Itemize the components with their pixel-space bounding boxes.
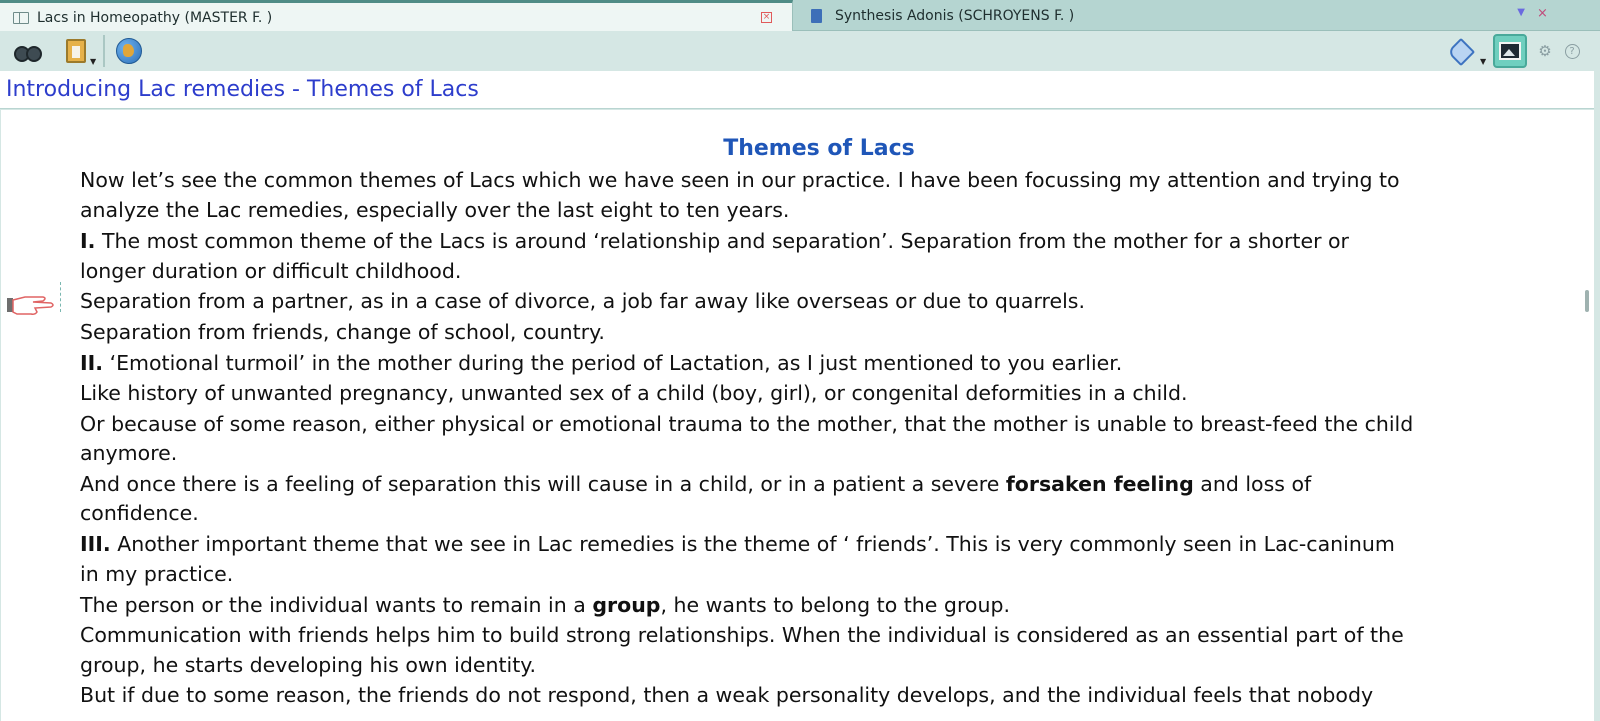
help-icon: ? <box>1565 44 1580 59</box>
web-button[interactable] <box>114 35 144 67</box>
book-icon <box>13 12 29 24</box>
toolbar-separator <box>103 35 105 67</box>
dropdown-arrow-icon[interactable]: ▼ <box>90 57 97 66</box>
text-line: in my practice. <box>80 562 234 586</box>
close-icon[interactable]: × <box>1537 6 1548 21</box>
text-line: confidence. <box>80 501 199 525</box>
page-title: Introducing Lac remedies - Themes of Lacs <box>6 77 479 102</box>
tab-lacs-in-homeopathy[interactable] <box>0 0 793 32</box>
emphasis: group <box>592 593 661 617</box>
text-line: Now let’s see the common themes of Lacs which we have seen in our practice. I have been focussing my attention and trying to <box>80 168 1400 192</box>
text-line: Separation from a partner, as in a case of divorce, a job far away like overseas or due to quarrels. <box>80 289 1085 313</box>
image-icon <box>1499 42 1521 60</box>
toolbar <box>0 31 1600 71</box>
emphasis: forsaken feeling <box>1005 472 1194 496</box>
section-number: III. <box>80 532 111 556</box>
section-number: I. <box>80 229 96 253</box>
help-button[interactable] <box>1563 35 1581 67</box>
text-line: longer duration or difficult childhood. <box>80 259 462 283</box>
tab-bar <box>0 0 1600 31</box>
globe-icon <box>116 38 142 64</box>
scrollbar-thumb[interactable] <box>1585 290 1589 312</box>
text-line: Or because of some reason, either physical or emotional trauma to the mother, that the mother is unable to breast-feed the child <box>80 412 1414 436</box>
text-line: The person or the individual wants to remain in a group, he wants to belong to the group. <box>80 593 1010 617</box>
text-line: And once there is a feeling of separation this will cause in a child, or in a patient a severe forsaken feeling and loss of <box>80 472 1312 496</box>
clipboard-icon <box>66 39 86 63</box>
clipboard-button[interactable] <box>56 35 96 67</box>
tab-synthesis-adonis[interactable] <box>795 0 1555 31</box>
text-line: analyze the Lac remedies, especially over the last eight to ten years. <box>80 198 790 222</box>
bookmark-marker <box>60 282 61 312</box>
image-toggle-button[interactable] <box>1491 35 1529 67</box>
find-button[interactable] <box>13 35 43 67</box>
text-line: Separation from friends, change of school, country. <box>80 320 605 344</box>
binoculars-icon <box>14 42 42 60</box>
settings-button[interactable] <box>1536 35 1554 67</box>
page-title-bar <box>0 71 1594 109</box>
text-line: anymore. <box>80 441 178 465</box>
text-line: But if due to some reason, the friends do not respond, then a weak personality develops, and the individual feels that nobody <box>80 683 1374 707</box>
tab-label: Synthesis Adonis (SCHROYENS F. ) <box>835 7 1075 24</box>
text-line: Like history of unwanted pregnancy, unwanted sex of a child (boy, girl), or congenital deformities in a child. <box>80 381 1188 405</box>
settings-icon: ⚙ <box>1538 42 1552 60</box>
pointing-hand-icon[interactable] <box>7 292 57 322</box>
text-line: Communication with friends helps him to build strong relationships. When the individual is considered as an essential part of the <box>80 623 1404 647</box>
dropdown-arrow-icon[interactable]: ▼ <box>1480 57 1487 66</box>
text-line: II. ‘Emotional turmoil’ in the mother during the period of Lactation, as I just mentioned to you earlier. <box>80 351 1123 375</box>
document-heading: Themes of Lacs <box>723 136 915 161</box>
text-line: group, he starts developing his own identity. <box>80 653 536 677</box>
text-line: I. The most common theme of the Lacs is around ‘relationship and separation’. Separation from the mother for a shorter or <box>80 229 1349 253</box>
section-number: II. <box>80 351 104 375</box>
close-icon[interactable]: × <box>762 12 771 22</box>
tags-button[interactable] <box>1440 35 1487 67</box>
chevron-down-icon[interactable]: ▼ <box>1517 7 1525 18</box>
document-icon <box>811 9 822 23</box>
document-view <box>1 110 1594 721</box>
tag-icon <box>1448 39 1472 63</box>
window-edge <box>1594 71 1600 721</box>
text-line: III. Another important theme that we see in Lac remedies is the theme of ‘ friends’. This is very commonly seen in Lac-caninum <box>80 532 1395 556</box>
tab-label: Lacs in Homeopathy (MASTER F. ) <box>37 9 273 26</box>
